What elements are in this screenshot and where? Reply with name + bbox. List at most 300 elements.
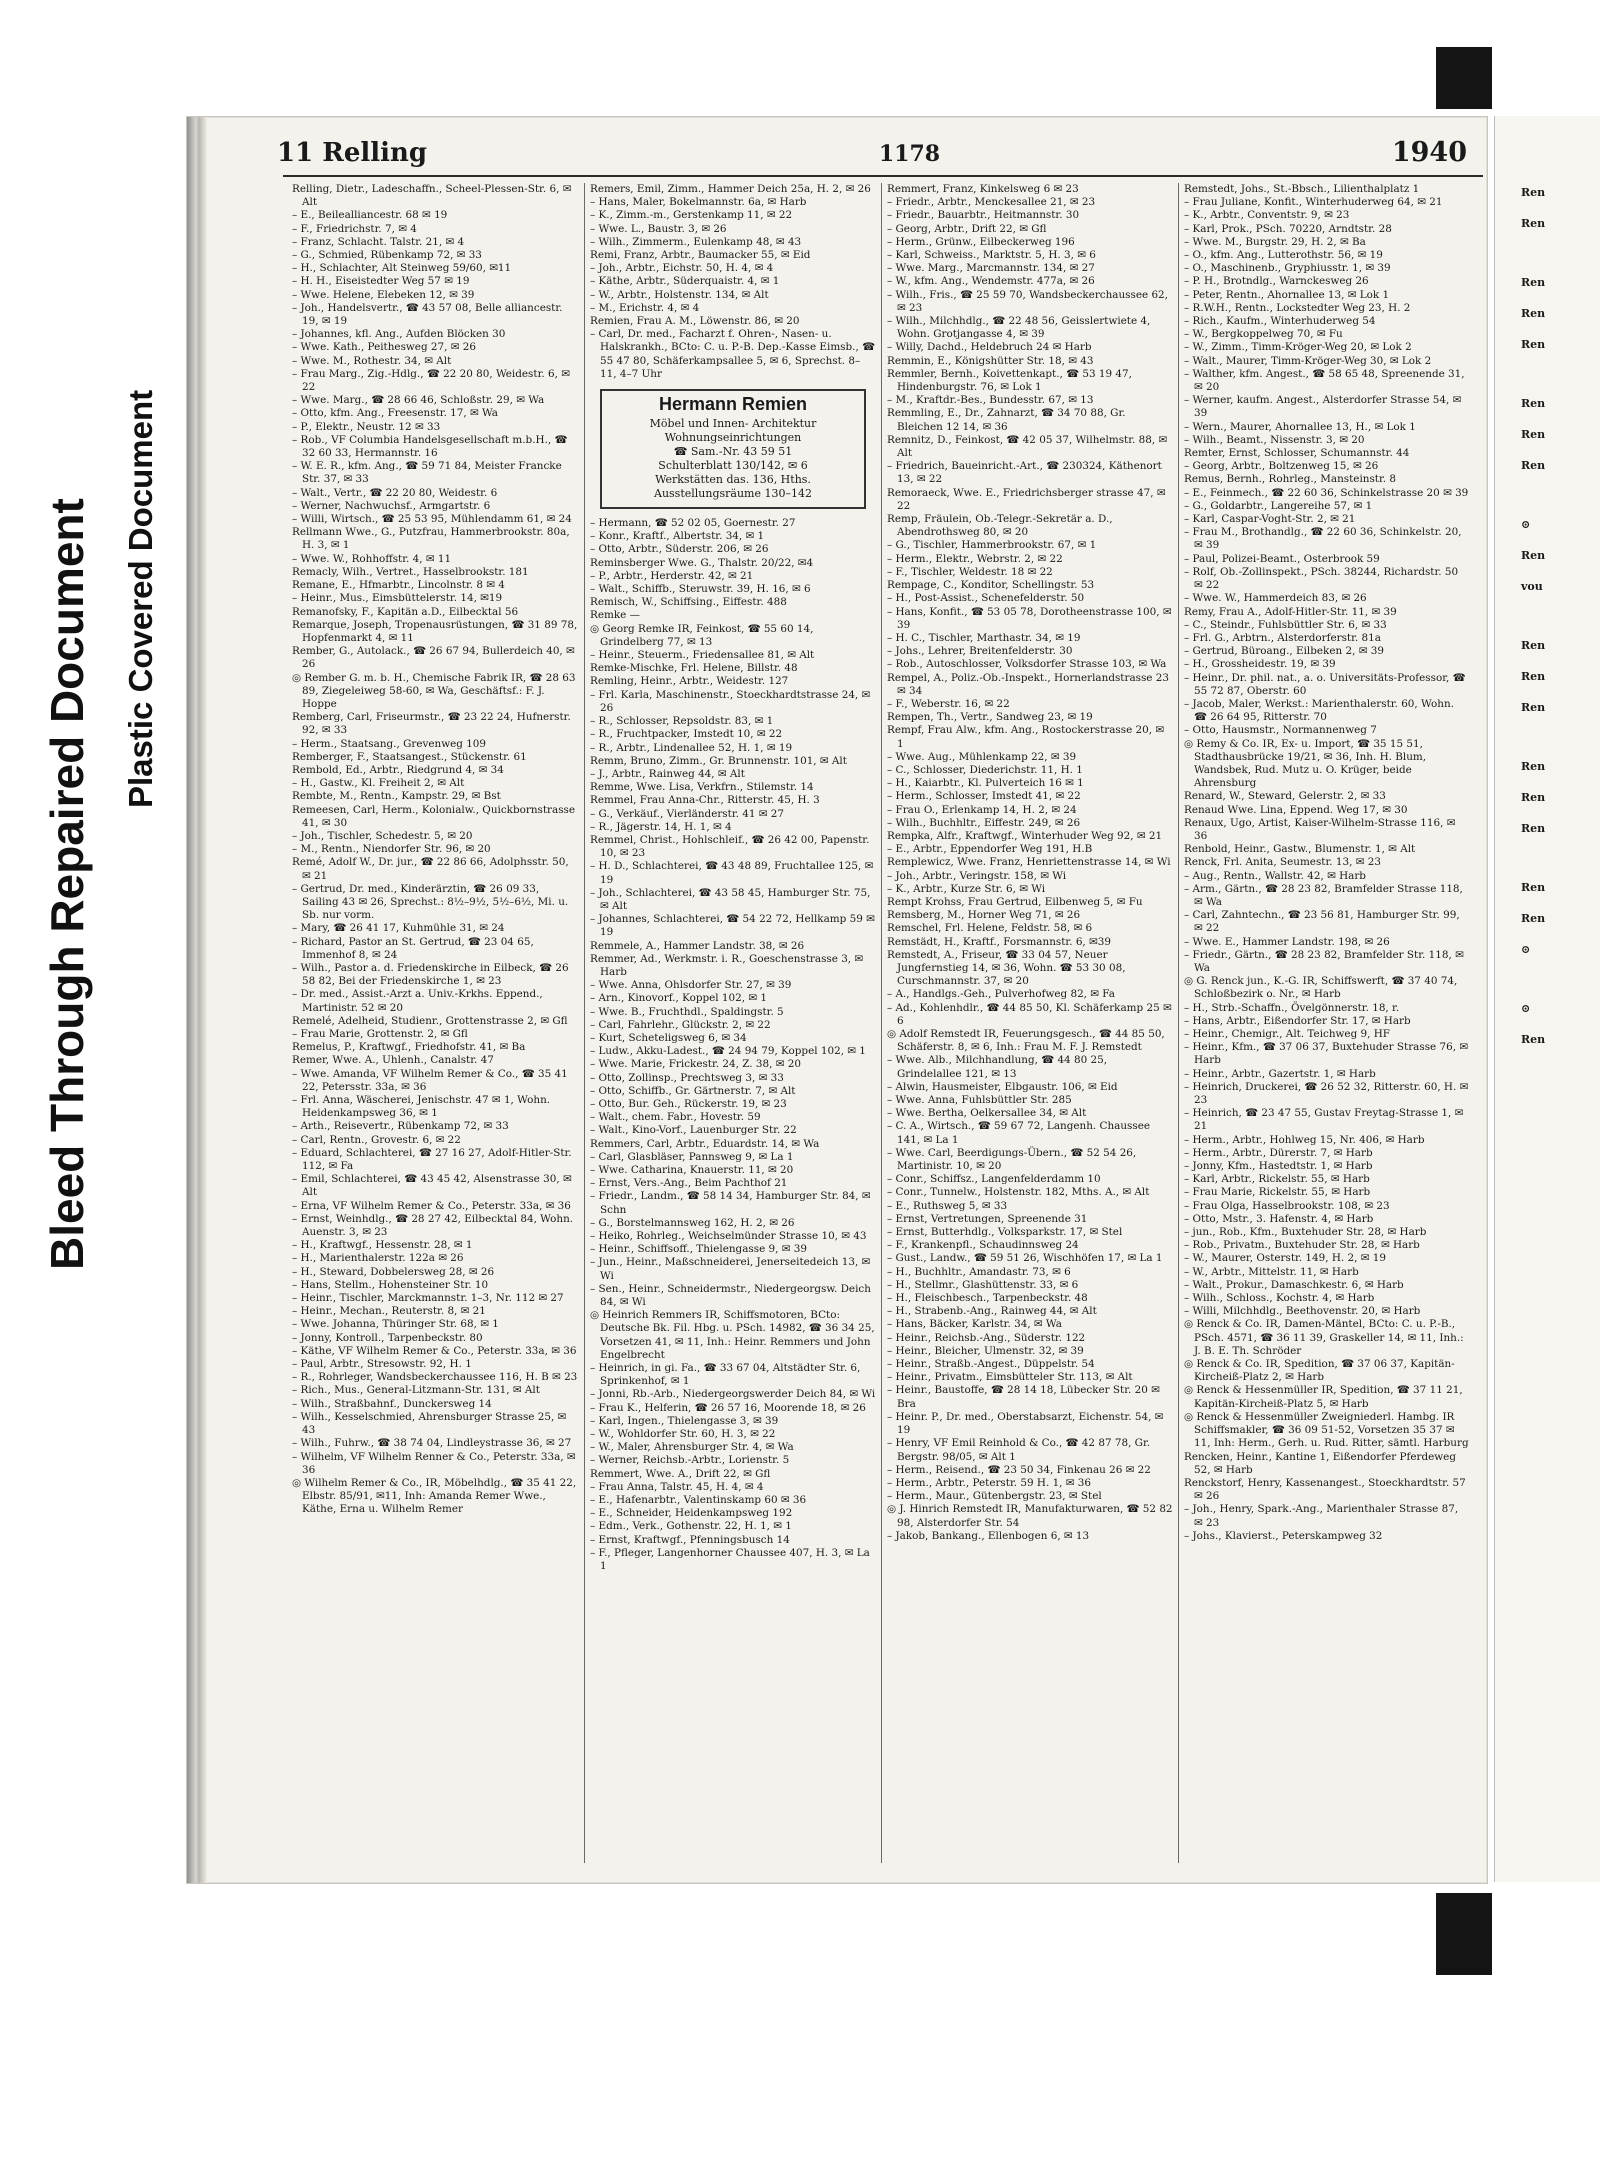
directory-entry: – Jonny, Kfm., Hastedtstr. 1, ✉ Harb [1184, 1160, 1373, 1173]
directory-entry: – H., Grossheidestr. 19, ✉ 39 [1184, 658, 1336, 671]
directory-entry: Remmert, Wwe. A., Drift 22, ✉ Gfl [590, 1467, 771, 1480]
fragment-text: vou [1521, 580, 1543, 593]
directory-entry: – Ludw., Akku-Ladest., ☎ 24 94 79, Koppel 102, ✉ 1 [590, 1045, 866, 1058]
directory-entry: – Wilh., Milchhdlg., ☎ 22 48 56, Geisslertwiete 4, Wohn. Grotjangasse 4, ✉ 39 [887, 315, 1151, 341]
directory-entry: – W., Arbtr., Holstenstr. 134, ✉ Alt [590, 288, 769, 301]
directory-entry: – Werner, Reichsb.-Arbtr., Lorienstr. 5 [590, 1454, 790, 1467]
directory-entry: – Heinr., Steuerm., Friedensallee 81, ✉ Alt [590, 649, 815, 662]
directory-entry: – H., Gastw., Kl. Freiheit 2, ✉ Alt [292, 777, 465, 790]
advertisement-box [600, 389, 866, 509]
directory-entry: – H. H., Eiseistedter Weg 57 ✉ 19 [292, 275, 470, 288]
directory-entry: – Peter, Rentn., Ahornallee 13, ✉ Lok 1 [1184, 288, 1390, 301]
fragment-text: Ren [1521, 549, 1546, 562]
directory-entry: – Wwe. Alb., Milchhandlung, ☎ 44 80 25, Grindelallee 121, ✉ 13 [887, 1054, 1108, 1080]
directory-entry: Remmler, Bernh., Koivettenkapt., ☎ 53 19 47, Hindenburgstr. 76, ✉ Lok 1 [887, 367, 1132, 394]
directory-entry: – R., Jägerstr. 14, H. 1, ✉ 4 [590, 820, 732, 833]
directory-entry: – Wwe. E., Hammer Landstr. 198, ✉ 26 [1184, 935, 1390, 948]
directory-entry: – H., Strb.-Schaffn., Övelgönnerstr. 18, r. [1184, 1001, 1400, 1014]
directory-entry: – Heinr., Dr. phil. nat., a. o. Universitäts-Professor, ☎ 55 72 87, Oberstr. 60 [1184, 671, 1466, 697]
directory-entry: – Wwe. Amanda, VF Wilhelm Remer & Co., ☎ 35 41 22, Petersstr. 33a, ✉ 36 [292, 1067, 568, 1093]
directory-entry: Remnitz, D., Feinkost, ☎ 42 05 37, Wilhelmstr. 88, ✉ Alt [887, 433, 1168, 460]
directory-entry: – G., Goldarbtr., Langereihe 57, ✉ 1 [1184, 499, 1373, 512]
directory-entry: – Werner, kaufm. Angest., Alsterdorfer Strasse 54, ✉ 39 [1184, 394, 1462, 420]
directory-entry: Rempen, Th., Vertr., Sandweg 23, ✉ 19 [887, 711, 1093, 724]
directory-entry: – H., Strabenb.-Ang., Rainweg 44, ✉ Alt [887, 1305, 1097, 1318]
directory-entry: – Willy, Dachd., Heldebruch 24 ✉ Harb [887, 341, 1092, 354]
directory-entry: – Wwe. Aug., Mühlenkamp 22, ✉ 39 [887, 750, 1077, 763]
directory-entry: – F., Friedrichstr. 7, ✉ 4 [292, 222, 417, 235]
directory-entry: Rempage, C., Konditor, Schellingstr. 53 [887, 579, 1095, 592]
directory-entry: – Ernst, Vertretungen, Spreenende 31 [887, 1212, 1088, 1225]
fragment-text: Ren [1521, 639, 1546, 652]
directory-entry: Remmer, Ad., Werkmstr. i. R., Goeschenstrasse 3, ✉ Harb [590, 952, 864, 978]
directory-entry: – Wwe. M., Rothestr. 34, ✉ Alt [292, 354, 452, 367]
fragment-text: Ren [1521, 822, 1546, 835]
directory-entry: Remke-Mischke, Frl. Helene, Billstr. 48 [590, 662, 798, 675]
directory-entry: – Kurt, Scheteligsweg 6, ✉ 34 [590, 1031, 747, 1044]
directory-entry: – Wilh., Straßbahnf., Dunckersweg 14 [292, 1397, 492, 1410]
directory-entry: – Erna, VF Wilhelm Remer & Co., Peterstr. 33a, ✉ 36 [292, 1199, 571, 1212]
directory-entry: Remstedt, A., Friseur, ☎ 33 04 57, Neuer Jungfernstieg 14, ✉ 36, Wohn. ☎ 53 30 08, Curschmannstr. 37, ✉ 20 [887, 948, 1126, 988]
column-2 [584, 183, 881, 1863]
adjacent-page-strip [1494, 116, 1600, 1882]
directory-entry: – Emil, Schlachterei, ☎ 43 45 42, Alsenstrasse 30, ✉ Alt [292, 1173, 572, 1199]
fragment-text: ⊙ [1521, 943, 1531, 956]
directory-entry: – Heinr., Arbtr., Gazertstr. 1, ✉ Harb [1184, 1067, 1376, 1080]
directory-entry: – Wwe. Anna, Fuhlsbüttler Str. 285 [887, 1094, 1072, 1107]
directory-entry: – F., Tischler, Weldestr. 18 ✉ 22 [887, 565, 1053, 578]
directory-entry: Remstedt, Johs., St.-Bbsch., Lilienthalplatz 1 [1184, 183, 1420, 195]
page-number: 1178 [878, 141, 941, 167]
directory-entry: Remm, Bruno, Zimm., Gr. Brunnenstr. 101, ✉ Alt [590, 754, 847, 767]
directory-entry: Remsberg, M., Horner Weg 71, ✉ 26 [887, 909, 1081, 922]
directory-entry: Rempel, A., Poliz.-Ob.-Inspekt., Hornerlandstrasse 23 ✉ 34 [887, 671, 1169, 697]
directory-entry: – Carl, Rentn., Grovestr. 6, ✉ 22 [292, 1133, 461, 1146]
directory-entry: – Wilh., Zimmerm., Eulenkamp 48, ✉ 43 [590, 235, 802, 248]
directory-entry: – Ad., Kohlenhdlr., ☎ 44 85 50, Kl. Schäferkamp 25 ✉ 6 [887, 1001, 1172, 1027]
directory-entry: – J., Arbtr., Rainweg 44, ✉ Alt [590, 767, 745, 780]
directory-entry: – Frau Marg., Zig.-Hdlg., ☎ 22 20 80, Weidestr. 6, ✉ 22 [292, 367, 570, 394]
directory-entry: – Joh., Arbtr., Veringstr. 158, ✉ Wi [887, 869, 1067, 882]
directory-entry: – Walt., Prokur., Damaschkestr. 6, ✉ Harb [1184, 1278, 1404, 1291]
directory-entry: – Frl. Karla, Maschinenstr., Stoeckhardtstrasse 24, ✉ 26 [590, 688, 871, 714]
directory-entry: – E., Beilealliancestr. 68 ✉ 19 [292, 209, 448, 222]
advertisement-line: Werkstätten das. 136, Hths. [655, 473, 811, 487]
directory-entry: – H., Stellmr., Glashüttenstr. 33, ✉ 6 [887, 1278, 1079, 1291]
directory-entry: – Hans, Konfit., ☎ 53 05 78, Dorotheenstrasse 100, ✉ 39 [887, 605, 1172, 631]
directory-entry: – H., Buchhltr., Amandastr. 73, ✉ 6 [887, 1265, 1071, 1278]
directory-entry: Remisch, W., Schiffsing., Eiffestr. 488 [590, 596, 787, 609]
directory-entry: – Jakob, Bankang., Ellenbogen 6, ✉ 13 [887, 1529, 1090, 1542]
directory-entry: – Friedrich, Baueinricht.-Art., ☎ 230324, Käthenort 13, ✉ 22 [887, 460, 1162, 486]
directory-entry: Remé, Adolf W., Dr. jur., ☎ 22 86 66, Adolphsstr. 50, ✉ 21 [292, 856, 569, 882]
directory-entry: – Käthe, VF Wilhelm Remer & Co., Peterstr. 33a, ✉ 36 [292, 1344, 577, 1357]
directory-entry: – Frau O., Erlenkamp 14, H. 2, ✉ 24 [887, 803, 1077, 816]
directory-entry: – K., Zimm.-m., Gerstenkamp 11, ✉ 22 [590, 209, 793, 222]
header-rule [283, 175, 1483, 177]
directory-entry: – Otto, Schiffb., Gr. Gärtnerstr. 7, ✉ Alt [590, 1084, 796, 1097]
directory-entry: – Wilh., Beamt., Nissenstr. 3, ✉ 20 [1184, 433, 1365, 446]
directory-entry: – Herm., Maur., Gütenbergstr. 23, ✉ Stel [887, 1490, 1102, 1503]
directory-entry: – R., Schlosser, Repsoldstr. 83, ✉ 1 [590, 715, 774, 728]
directory-entry: – H., Marienthalerstr. 122a ✉ 26 [292, 1252, 464, 1265]
directory-entry: – R., Fruchtpacker, Imstedt 10, ✉ 22 [590, 728, 783, 741]
directory-entry: – G., Verkäuf., Vierländerstr. 41 ✉ 27 [590, 807, 784, 820]
fragment-text: Ren [1521, 307, 1546, 320]
fragment-text: Ren [1521, 217, 1546, 230]
directory-entry: – F., Krankenpfl., Schaudinnsweg 24 [887, 1239, 1079, 1252]
advertisement-line: Wohnungseinrichtungen [664, 431, 802, 445]
directory-entry: – Gertrud, Büroang., Eilbeken 2, ✉ 39 [1184, 645, 1384, 658]
directory-entry: Remplewicz, Wwe. Franz, Henriettenstrasse 14, ✉ Wi [887, 856, 1171, 869]
directory-entry: – H., Post-Assist., Schenefelderstr. 50 [887, 592, 1085, 605]
directory-entry: – K., Arbtr., Kurze Str. 6, ✉ Wi [887, 882, 1046, 895]
directory-entry: – Frau Marie, Grottenstr. 2, ✉ Gfl [292, 1028, 468, 1040]
directory-entry: Remstädt, H., Kraftf., Forsmannstr. 6, ✉39 [887, 935, 1111, 948]
directory-entry: – Wwe. B., Fruchthdl., Spaldingstr. 5 [590, 1005, 784, 1018]
directory-entry: – H., Steward, Dobbelersweg 28, ✉ 26 [292, 1265, 495, 1278]
directory-entry: – M., Kraftdr.-Bes., Bundesstr. 67, ✉ 13 [887, 394, 1094, 407]
directory-entry: – Heiko, Rohrleg., Weichselmünder Strasse 10, ✉ 43 [590, 1230, 867, 1243]
directory-entry: – E., Arbtr., Eppendorfer Weg 191, H.B [887, 843, 1093, 856]
directory-entry: – Georg, Arbtr., Drift 22, ✉ Gfl [887, 222, 1047, 235]
directory-entry: – G., Borstelmannsweg 162, H. 2, ✉ 26 [590, 1216, 795, 1229]
fragment-text: Ren [1521, 791, 1546, 804]
directory-entry: – Joh., Schlachterei, ☎ 43 58 45, Hamburger Str. 75, ✉ Alt [590, 886, 871, 912]
directory-entry: – Rob., VF Columbia Handelsgesellschaft m.b.H., ☎ 32 60 33, Hermannstr. 16 [292, 433, 568, 460]
directory-entry: – Ernst, Weinhdlg., ☎ 28 27 42, Eilbecktal 84, Wohn. Auenstr. 3, ✉ 23 [292, 1212, 574, 1239]
directory-entry: – Hans, Maler, Bokelmannstr. 6a, ✉ Harb [590, 196, 807, 209]
fragment-text: Ren [1521, 760, 1546, 773]
directory-entry: – Paul, Polizei-Beamt., Osterbrook 59 [1184, 552, 1380, 565]
directory-entry: Remoraeck, Wwe. E., Friedrichsberger strasse 47, ✉ 22 [887, 486, 1166, 512]
directory-entry: – Richard, Pastor an St. Gertrud, ☎ 23 04 65, Immenhof 8, ✉ 24 [292, 935, 534, 961]
directory-entry: Remelus, P., Kraftwgf., Friedhofstr. 41, ✉ Ba [292, 1041, 526, 1054]
directory-entry: – Jacob, Maler, Werkst.: Marienthalerstr. 60, Wohn. ☎ 26 64 95, Ritterstr. 70 [1184, 697, 1454, 724]
directory-entry: – Käthe, Arbtr., Süderquaistr. 4, ✉ 1 [590, 275, 780, 288]
directory-entry: ◎ G. Renck jun., K.-G. IR, Schiffswerft, ☎ 37 40 74, Schloßbezirk o. Nr., ✉ Harb [1184, 975, 1458, 1001]
directory-entry: – Wwe. Anna, Ohlsdorfer Str. 27, ✉ 39 [590, 979, 792, 992]
directory-entry: – W. E. R., kfm. Ang., ☎ 59 71 84, Meister Francke Str. 37, ✉ 33 [292, 460, 562, 486]
directory-entry: Remane, E., Hfmarbtr., Lincolnstr. 8 ✉ 4 [292, 579, 505, 592]
fragment-text: Ren [1521, 1033, 1546, 1046]
directory-entry: Remmin, E., Königshütter Str. 18, ✉ 43 [887, 354, 1094, 367]
directory-entry: – jun., Rob., Kfm., Buxtehuder Str. 28, ✉ Harb [1184, 1226, 1427, 1239]
directory-entry: – K., Arbtr., Conventstr. 9, ✉ 23 [1184, 209, 1350, 222]
directory-entry: – W., Arbtr., Mittelstr. 11, ✉ Harb [1184, 1265, 1359, 1278]
advertisement-line: Ausstellungsräume 130–142 [654, 487, 812, 501]
directory-entry: – P., Arbtr., Herderstr. 42, ✉ 21 [590, 569, 754, 582]
directory-entry: Remme, Wwe. Lisa, Verkfrn., Stilemstr. 14 [590, 781, 814, 794]
directory-entry: – W., Wohldorfer Str. 60, H. 3, ✉ 22 [590, 1428, 776, 1441]
directory-entry: – Ernst, Kraftwgf., Pfenningsbusch 14 [590, 1533, 790, 1546]
directory-entry: ◎ Georg Remke IR, Feinkost, ☎ 55 60 14, Grindelberg 77, ✉ 13 [590, 622, 814, 648]
directory-entry: – Heinr., Bleicher, Ulmenstr. 32, ✉ 39 [887, 1344, 1084, 1357]
directory-entry: ◎ Wilhelm Remer & Co., IR, Möbelhdlg., ☎ 35 41 22, Elbstr. 85/91, ✉11, Inh: Amanda Remer Wwe., Käthe, Erna u. Wilhelm Remer [292, 1476, 577, 1516]
directory-entry: – Sen., Heinr., Schneidermstr., Niedergeorgsw. Deich 84, ✉ Wi [590, 1282, 871, 1309]
directory-entry: – W., Zimm., Timm-Kröger-Weg 20, ✉ Lok 2 [1184, 341, 1412, 354]
directory-entry: – Georg, Arbtr., Boltzenweg 15, ✉ 26 [1184, 460, 1379, 473]
directory-entry: – Heinr., Schiffsoff., Thielengasse 9, ✉ 39 [590, 1243, 807, 1256]
directory-entry: – Frau Olga, Hasselbrookstr. 108, ✉ 23 [1184, 1199, 1390, 1212]
directory-entry: ◎ Renck & Co. IR, Spedition, ☎ 37 06 37, Kapitän-Kircheiß-Platz 2, ✉ Harb [1184, 1358, 1455, 1384]
directory-entry: – Otto, Mstr., 3. Hafenstr. 4, ✉ Harb [1184, 1212, 1374, 1225]
directory-page [186, 116, 1488, 1884]
directory-entry: – W., Maurer, Osterstr. 149, H. 2, ✉ 19 [1184, 1252, 1386, 1265]
directory-entry: Remmel, Frau Anna-Chr., Ritterstr. 45, H. 3 [590, 794, 820, 807]
directory-entry: – Karl, Schweiss., Marktstr. 5, H. 3, ✉ 6 [887, 249, 1096, 262]
directory-entry: – Wwe. Bertha, Oelkersallee 34, ✉ Alt [887, 1107, 1087, 1120]
directory-entry: ◎ Heinrich Remmers IR, Schiffsmotoren, BCto: Deutsche Bk. Fil. Hbg. u. PSch. 14982, ☎ 36 34 25, Vorsetzen 41, ✉ 11, Inh.: Heinr. Remmers und John Engelbrecht [590, 1309, 875, 1361]
fragment-text: Ren [1521, 459, 1546, 472]
column-3 [881, 183, 1178, 1863]
directory-entry: – Wwe. W., Hammerdeich 83, ✉ 26 [1184, 592, 1367, 605]
directory-entry: – Heinrich, in gi. Fa., ☎ 33 67 04, Altstädter Str. 6, Sprinkenhof, ✉ 1 [590, 1362, 861, 1388]
directory-entry: – Franz, Schlacht. Talstr. 21, ✉ 4 [292, 235, 465, 248]
directory-entry: – Joh., Handelsvertr., ☎ 43 57 08, Belle alliancestr. 19, ✉ 19 [292, 301, 563, 328]
directory-entry: Renckstorf, Henry, Kassenangest., Stoeckhardtstr. 57 ✉ 26 [1184, 1476, 1466, 1503]
adjacent-page-fragments [1521, 186, 1545, 1064]
directory-entry: – Karl, Caspar-Voght-Str. 2, ✉ 21 [1184, 513, 1356, 526]
directory-entry: – Carl, Glasbläser, Pannsweg 9, ✉ La 1 [590, 1150, 794, 1163]
directory-entry: – P. H., Brotndlg., Warnckesweg 26 [1184, 275, 1369, 288]
directory-entry: – Herm., Staatsang., Grevenweg 109 [292, 737, 487, 750]
directory-entry: Remacly, Wilh., Vertret., Hasselbrookstr. 181 [292, 565, 529, 578]
directory-entry: – Friedr., Gärtn., ☎ 28 23 82, Bramfelder Str. 118, ✉ Wa [1184, 948, 1464, 974]
fragment-text: ⊙ [1521, 1002, 1531, 1015]
directory-entry: – Arn., Kinovorf., Koppel 102, ✉ 1 [590, 992, 767, 1005]
plastic-covered-label: Plastic Covered Document [122, 389, 159, 808]
directory-entry: – Arm., Gärtn., ☎ 28 23 82, Bramfelder Strasse 118, ✉ Wa [1184, 882, 1463, 908]
directory-entry: – Carl, Fahrlehr., Glückstr. 2, ✉ 22 [590, 1018, 771, 1031]
directory-entry: – Gust., Landw., ☎ 59 51 26, Wischhöfen 17, ✉ La 1 [887, 1252, 1163, 1265]
directory-entry: – Mary, ☎ 26 41 17, Kuhmühle 31, ✉ 24 [292, 922, 505, 935]
directory-entry: – Otto, Arbtr., Süderstr. 206, ✉ 26 [590, 543, 769, 556]
directory-entry: – G., Tischler, Hammerbrookstr. 67, ✉ 1 [887, 539, 1097, 552]
directory-entry: Renck, Frl. Anita, Seumestr. 13, ✉ 23 [1184, 856, 1381, 869]
directory-entry: Rempt Krohss, Frau Gertrud, Eilbenweg 5, ✉ Fu [887, 895, 1143, 908]
directory-entry: Remke — [590, 609, 640, 622]
directory-entry: Remter, Ernst, Schlosser, Schumannstr. 44 [1184, 447, 1410, 460]
directory-entry: – Walt., Vertr., ☎ 22 20 80, Weidestr. 6 [292, 486, 498, 499]
directory-entry: – Heinrich, ☎ 23 47 55, Gustav Freytag-Strasse 1, ✉ 21 [1184, 1107, 1464, 1133]
directory-entry: Remp, Fräulein, Ob.-Telegr.-Sekretär a. D., Abendrothsweg 80, ✉ 20 [887, 513, 1113, 539]
directory-entry: – Wwe. Helene, Elebeken 12, ✉ 39 [292, 288, 475, 301]
directory-entry: – Wwe. W., Rohhoffstr. 4, ✉ 11 [292, 552, 452, 565]
directory-entry: – Heinrich, Druckerei, ☎ 26 52 32, Ritterstr. 60, H. ✉ 23 [1184, 1080, 1469, 1107]
directory-entry: – Walt., Maurer, Timm-Kröger-Weg 30, ✉ Lok 2 [1184, 354, 1432, 367]
directory-entry: – Johannes, Schlachterei, ☎ 54 22 72, Hellkamp 59 ✉ 19 [590, 913, 875, 939]
directory-entry: – Otto, Zollinsp., Prechtsweg 3, ✉ 33 [590, 1071, 784, 1084]
directory-entry: Remer, Wwe. A., Uhlenh., Canalstr. 47 [292, 1054, 494, 1067]
directory-entry: – Edm., Verk., Gothenstr. 22, H. 1, ✉ 1 [590, 1520, 792, 1533]
directory-entry: – Henry, VF Emil Reinhold & Co., ☎ 42 87 78, Gr. Bergstr. 98/05, ✉ Alt 1 [887, 1437, 1151, 1463]
directory-entry: Remmert, Franz, Kinkelsweg 6 ✉ 23 [887, 183, 1079, 195]
advertisement-title: Hermann Remien [658, 394, 808, 415]
directory-entry: – Walt., Schiffb., Steruwstr. 39, H. 16, ✉ 6 [590, 583, 811, 596]
directory-entry: – Johs., Lehrer, Breitenfelderstr. 30 [887, 645, 1073, 658]
directory-entry: – Joh., Arbtr., Eichstr. 50, H. 4, ✉ 4 [590, 262, 774, 275]
directory-entry: – Wern., Maurer, Ahornallee 13, H., ✉ Lok 1 [1184, 420, 1416, 433]
directory-entry: – Frl. Anna, Wäscherei, Jenischstr. 47 ✉ 1, Wohn. Heidenkampsweg 36, ✉ 1 [292, 1094, 551, 1120]
directory-entry: – Herm., Grünw., Eilbeckerweg 196 [887, 235, 1075, 248]
directory-entry: – Paul, Arbtr., Stresowstr. 92, H. 1 [292, 1358, 472, 1371]
directory-entry: Remmers, Carl, Arbtr., Eduardstr. 14, ✉ Wa [590, 1137, 820, 1150]
directory-entry: – Walt., chem. Fabr., Hovestr. 59 [590, 1111, 761, 1124]
directory-entry: Renard, W., Steward, Gelerstr. 2, ✉ 33 [1184, 790, 1386, 803]
directory-entry: – Jun., Heinr., Maßschneiderei, Jenerseitedeich 13, ✉ Wi [590, 1256, 871, 1282]
directory-entry: – H. D., Schlachterei, ☎ 43 48 89, Fruchtallee 125, ✉ 19 [590, 860, 874, 886]
directory-entry: – W., Bergkoppelweg 70, ✉ Fu [1184, 328, 1343, 341]
directory-entry: ◎ Renck & Hessenmüller IR, Spedition, ☎ 37 11 21, Kapitän-Kircheiß-Platz 5, ✉ Harb [1184, 1384, 1463, 1410]
directory-entry: – Friedr., Landm., ☎ 58 14 34, Hamburger Str. 84, ✉ Schn [590, 1190, 871, 1216]
directory-entry: – Herm., Schlosser, Imstedt 41, ✉ 22 [887, 790, 1081, 803]
directory-entry: – H., Kaiarbtr., Kl. Pulverteich 16 ✉ 1 [887, 777, 1084, 790]
directory-entry: Remus, Bernh., Rohrleg., Mansteinstr. 8 [1184, 473, 1397, 486]
directory-entry: – Jonni, Rb.-Arb., Niedergeorgswerder Deich 84, ✉ Wi [590, 1388, 876, 1401]
directory-entry: – Heinr., Chemigr., Alt. Teichweg 9, HF [1184, 1028, 1391, 1040]
directory-entry: – Wilh., Fuhrw., ☎ 38 74 04, Lindleystrasse 36, ✉ 27 [292, 1437, 572, 1450]
directory-entry: – Carl, Zahntechn., ☎ 23 56 81, Hamburger Str. 99, ✉ 22 [1184, 909, 1460, 935]
directory-entry: Renaux, Ugo, Artist, Kaiser-Wilhelm-Strasse 116, ✉ 36 [1184, 816, 1456, 842]
directory-entry: Remmele, A., Hammer Landstr. 38, ✉ 26 [590, 939, 805, 952]
directory-entry: – E., Feinmech., ☎ 22 60 36, Schinkelstrasse 20 ✉ 39 [1184, 486, 1469, 499]
directory-entry: – M., Rentn., Niendorfer Str. 96, ✉ 20 [292, 843, 491, 856]
directory-entry: – Wwe. Carl, Beerdigungs-Übern., ☎ 52 54 26, Martinistr. 10, ✉ 20 [887, 1146, 1137, 1173]
directory-entry: Rellmann Wwe., G., Putzfrau, Hammerbrookstr. 80a, H. 3, ✉ 1 [292, 526, 570, 552]
directory-entry: Remi, Franz, Arbtr., Baumacker 55, ✉ Eid [590, 249, 811, 262]
directory-entry: – P., Elektr., Neustr. 12 ✉ 33 [292, 420, 441, 433]
directory-entry: Reminsberger Wwe. G., Thalstr. 20/22, ✉4 [590, 556, 814, 569]
directory-entry: Rembold, Ed., Arbtr., Riedgrund 4, ✉ 34 [292, 763, 504, 776]
directory-entry: – Eduard, Schlachterei, ☎ 27 16 27, Adolf-Hitler-Str. 112, ✉ Fa [292, 1146, 572, 1173]
directory-entry: – Ernst, Vers.-Ang., Beim Pachthof 21 [590, 1177, 788, 1190]
directory-entry: – Werner, Nachwuchsf., Armgartstr. 6 [292, 499, 491, 512]
directory-entry: – C., Schlosser, Diederichstr. 11, H. 1 [887, 763, 1083, 776]
directory-entry: – Rolf, Ob.-Zollinspekt., PSch. 38244, Richardstr. 50 ✉ 22 [1184, 565, 1459, 592]
directory-entry: – Wwe. L., Baustr. 3, ✉ 26 [590, 222, 727, 235]
directory-entry: – Ernst, Butterhdlg., Volksparkstr. 17, ✉ Stel [887, 1226, 1123, 1239]
directory-entry: – Frau Juliane, Konfit., Winterhuderweg 64, ✉ 21 [1184, 196, 1443, 209]
directory-entry: Remling, Heinr., Arbtr., Weidestr. 127 [590, 675, 789, 688]
directory-entry: Remmling, E., Dr., Zahnarzt, ☎ 34 70 88, Gr. Bleichen 12 14, ✉ 36 [887, 407, 1126, 433]
directory-entry: – C. A., Wirtsch., ☎ 59 67 72, Langenh. Chaussee 141, ✉ La 1 [887, 1120, 1151, 1146]
directory-entry: – Frau Anna, Talstr. 45, H. 4, ✉ 4 [590, 1480, 764, 1493]
directory-entry: – Wwe. Marie, Frickestr. 24, Z. 38, ✉ 20 [590, 1058, 801, 1071]
directory-entry: – Arth., Reisevertr., Rübenkamp 72, ✉ 33 [292, 1120, 509, 1133]
directory-entry: – Hans, Arbtr., Eißendorfer Str. 17, ✉ Harb [1184, 1014, 1411, 1027]
directory-entry: – Friedr., Bauarbtr., Heitmannstr. 30 [887, 209, 1080, 222]
directory-entry: Remmel, Christ., Hohlschleif., ☎ 26 42 00, Papenstr. 10, ✉ 23 [590, 833, 870, 860]
directory-entry: – W., Maler, Ahrensburger Str. 4, ✉ Wa [590, 1441, 794, 1454]
directory-entry: – C., Steindr., Fuhlsbüttler Str. 6, ✉ 33 [1184, 618, 1387, 631]
directory-entry: – Gertrud, Dr. med., Kinderärztin, ☎ 26 09 33, Sailing 43 ✉ 26, Sprechst.: 8½–9½, 5½–6½, Mi. u. Sb. nur vorm. [292, 882, 569, 922]
running-header [277, 137, 1477, 173]
directory-entry: – Heinr., Privatm., Eimsbütteler Str. 113, ✉ Alt [887, 1371, 1133, 1384]
directory-entry: – Herm., Elektr., Webrstr. 2, ✉ 22 [887, 552, 1063, 565]
directory-entry: – Aug., Rentn., Wallstr. 42, ✉ Harb [1184, 869, 1366, 882]
directory-entry: – Heinr., Kfm., ☎ 37 06 37, Buxtehuder Strasse 76, ✉ Harb [1184, 1041, 1469, 1067]
directory-entry: – Alwin, Hausmeister, Elbgaustr. 106, ✉ Eid [887, 1080, 1118, 1093]
directory-entry: – Wilh., Buchhltr., Eiffestr. 249, ✉ 26 [887, 816, 1081, 829]
directory-entry: Rempka, Alfr., Kraftwgf., Winterhuder Weg 92, ✉ 21 [887, 829, 1163, 842]
fragment-text: Ren [1521, 670, 1546, 683]
directory-entry: Remschel, Frl. Helene, Feldstr. 58, ✉ 6 [887, 922, 1093, 935]
directory-entry: – G., Schmied, Rübenkamp 72, ✉ 33 [292, 249, 482, 262]
bleed-through-label: Bleed Through Repaired Document [41, 498, 93, 1270]
directory-entry: Relling, Dietr., Ladeschaffn., Scheel-Plessen-Str. 6, ✉ Alt [292, 183, 572, 209]
directory-entry: – Frau K., Helferin, ☎ 26 57 16, Moorende 18, ✉ 26 [590, 1401, 866, 1414]
directory-entry: – R.W.H., Rentn., Lockstedter Weg 23, H. 2 [1184, 301, 1411, 314]
directory-entry: – Wilhelm, VF Wilhelm Renner & Co., Peterstr. 33a, ✉ 36 [292, 1450, 576, 1476]
directory-entry: – Rich., Kaufm., Winterhuderweg 54 [1184, 315, 1376, 328]
directory-entry: – H., Fleischbesch., Tarpenbeckstr. 48 [887, 1292, 1088, 1305]
directory-entry: – Karl, Arbtr., Rickelstr. 55, ✉ Harb [1184, 1173, 1370, 1186]
directory-entry: – Frau Marie, Rickelstr. 55, ✉ Harb [1184, 1186, 1371, 1199]
directory-entry: – Hans, Stellm., Hohensteiner Str. 10 [292, 1278, 489, 1291]
directory-entry: – Hans, Bäcker, Karlstr. 34, ✉ Wa [887, 1318, 1062, 1331]
directory-entry: – Wilh., Schloss., Kochstr. 4, ✉ Harb [1184, 1292, 1375, 1305]
directory-entry: – Walt., Kino-Vorf., Lauenburger Str. 22 [590, 1124, 797, 1137]
directory-entry: – Herm., Arbtr., Peterstr. 59 H. 1, ✉ 36 [887, 1476, 1092, 1489]
directory-entry: – H., Schlachter, Alt Steinweg 59/60, ✉11 [292, 262, 512, 275]
directory-entry: Rempf, Frau Alw., kfm. Ang., Rostockerstrasse 20, ✉ 1 [887, 724, 1165, 750]
entry-columns [287, 183, 1477, 1863]
directory-entry: – Frl. G., Arbtrn., Alsterdorferstr. 81a [1184, 631, 1381, 644]
directory-entry: – R., Arbtr., Lindenallee 52, H. 1, ✉ 19 [590, 741, 793, 754]
fragment-text: Ren [1521, 881, 1546, 894]
directory-entry: – Heinr., Tischler, Marckmannstr. 1–3, Nr. 112 ✉ 27 [292, 1292, 564, 1305]
directory-entry: – Wwe. Catharina, Knauerstr. 11, ✉ 20 [590, 1164, 794, 1176]
directory-entry: Remberger, F., Staatsangest., Stückenstr. 61 [292, 750, 527, 763]
directory-entry: – Jonny, Kontroll., Tarpenbeckstr. 80 [292, 1331, 483, 1344]
directory-entry: – Friedr., Arbtr., Menckesallee 21, ✉ 23 [887, 196, 1096, 209]
directory-entry: Remelé, Adelheid, Studienr., Grottenstrasse 2, ✉ Gfl [292, 1014, 568, 1027]
directory-entry: – Heinr., Straßb.-Angest., Düppelstr. 54 [887, 1358, 1095, 1371]
directory-entry: – Otto, Hausmstr., Normannenweg 7 [1184, 724, 1377, 737]
directory-entry: – Joh., Tischler, Schedestr. 5, ✉ 20 [292, 829, 473, 842]
directory-entry: – Herm., Reisend., ☎ 23 50 34, Finkenau 26 ✉ 22 [887, 1463, 1151, 1476]
directory-entry: Renbold, Heinr., Gastw., Blumenstr. 1, ✉ Alt [1184, 843, 1416, 856]
directory-entry: Rember, G., Autolack., ☎ 26 67 94, Bullerdeich 40, ✉ 26 [292, 645, 575, 671]
directory-entry: – Wwe. Marg., Marcmannstr. 134, ✉ 27 [887, 262, 1095, 275]
fragment-text: Ren [1521, 276, 1546, 289]
directory-entry: – Heinr., Mechan., Reuterstr. 8, ✉ 21 [292, 1305, 486, 1318]
directory-entry: – Wwe. Marg., ☎ 28 66 46, Schloßstr. 29, ✉ Wa [292, 394, 545, 407]
directory-entry: – Wilh., Kesselschmied, Ahrensburger Strasse 25, ✉ 43 [292, 1410, 567, 1437]
directory-entry: – Wwe. Johanna, Thüringer Str. 68, ✉ 1 [292, 1318, 499, 1331]
directory-entry: – Dr. med., Assist.-Arzt a. Univ.-Krkhs. Eppend., Martinistr. 52 ✉ 20 [292, 988, 543, 1014]
directory-entry: – O., kfm. Ang., Lutterothstr. 56, ✉ 19 [1184, 249, 1383, 262]
directory-entry: ◎ Rember G. m. b. H., Chemische Fabrik IR, ☎ 28 63 89, Ziegeleiweg 58-60, ✉ Wa, Geschäftsf.: F. J. Hoppe [292, 671, 576, 710]
directory-entry: ◎ Adolf Remstedt IR, Feuerungsgesch., ☎ 44 85 50, Schäferstr. 8, ✉ 6, Inh.: Frau M. F. J. Remstedt [887, 1028, 1165, 1054]
directory-entry: – F., Pfleger, Langenhorner Chaussee 407, H. 3, ✉ La 1 [590, 1546, 870, 1573]
scan-edge-bottom [1436, 1893, 1492, 1975]
directory-entry: – Wilh., Pastor a. d. Friedenskirche in Eilbeck, ☎ 26 58 82, Bei der Friedenskirche 1, ✉ 23 [292, 961, 569, 988]
directory-entry: – H. C., Tischler, Marthastr. 34, ✉ 19 [887, 631, 1081, 644]
directory-entry: – Conr., Tunnelw., Holstenstr. 182, Mths. A., ✉ Alt [887, 1186, 1150, 1199]
directory-entry: – Herm., Arbtr., Hohlweg 15, Nr. 406, ✉ Harb [1184, 1133, 1425, 1146]
directory-entry: – Karl, Ingen., Thielengasse 3, ✉ 39 [590, 1414, 779, 1427]
advertisement-line: Möbel und Innen- Architektur [649, 417, 817, 431]
directory-entry: – F., Weberstr. 16, ✉ 22 [887, 697, 1010, 710]
directory-entry: – Walther, kfm. Angest., ☎ 58 65 48, Spreenende 31, ✉ 20 [1184, 367, 1465, 394]
fragment-text: Ren [1521, 186, 1546, 199]
fragment-text: Ren [1521, 428, 1546, 441]
directory-entry: – Wilh., Fris., ☎ 25 59 70, Wandsbeckerchaussee 62, ✉ 23 [887, 288, 1168, 314]
directory-entry: – O., Maschinenb., Gryphiusstr. 1, ✉ 39 [1184, 262, 1391, 275]
fragment-text: Ren [1521, 397, 1546, 410]
